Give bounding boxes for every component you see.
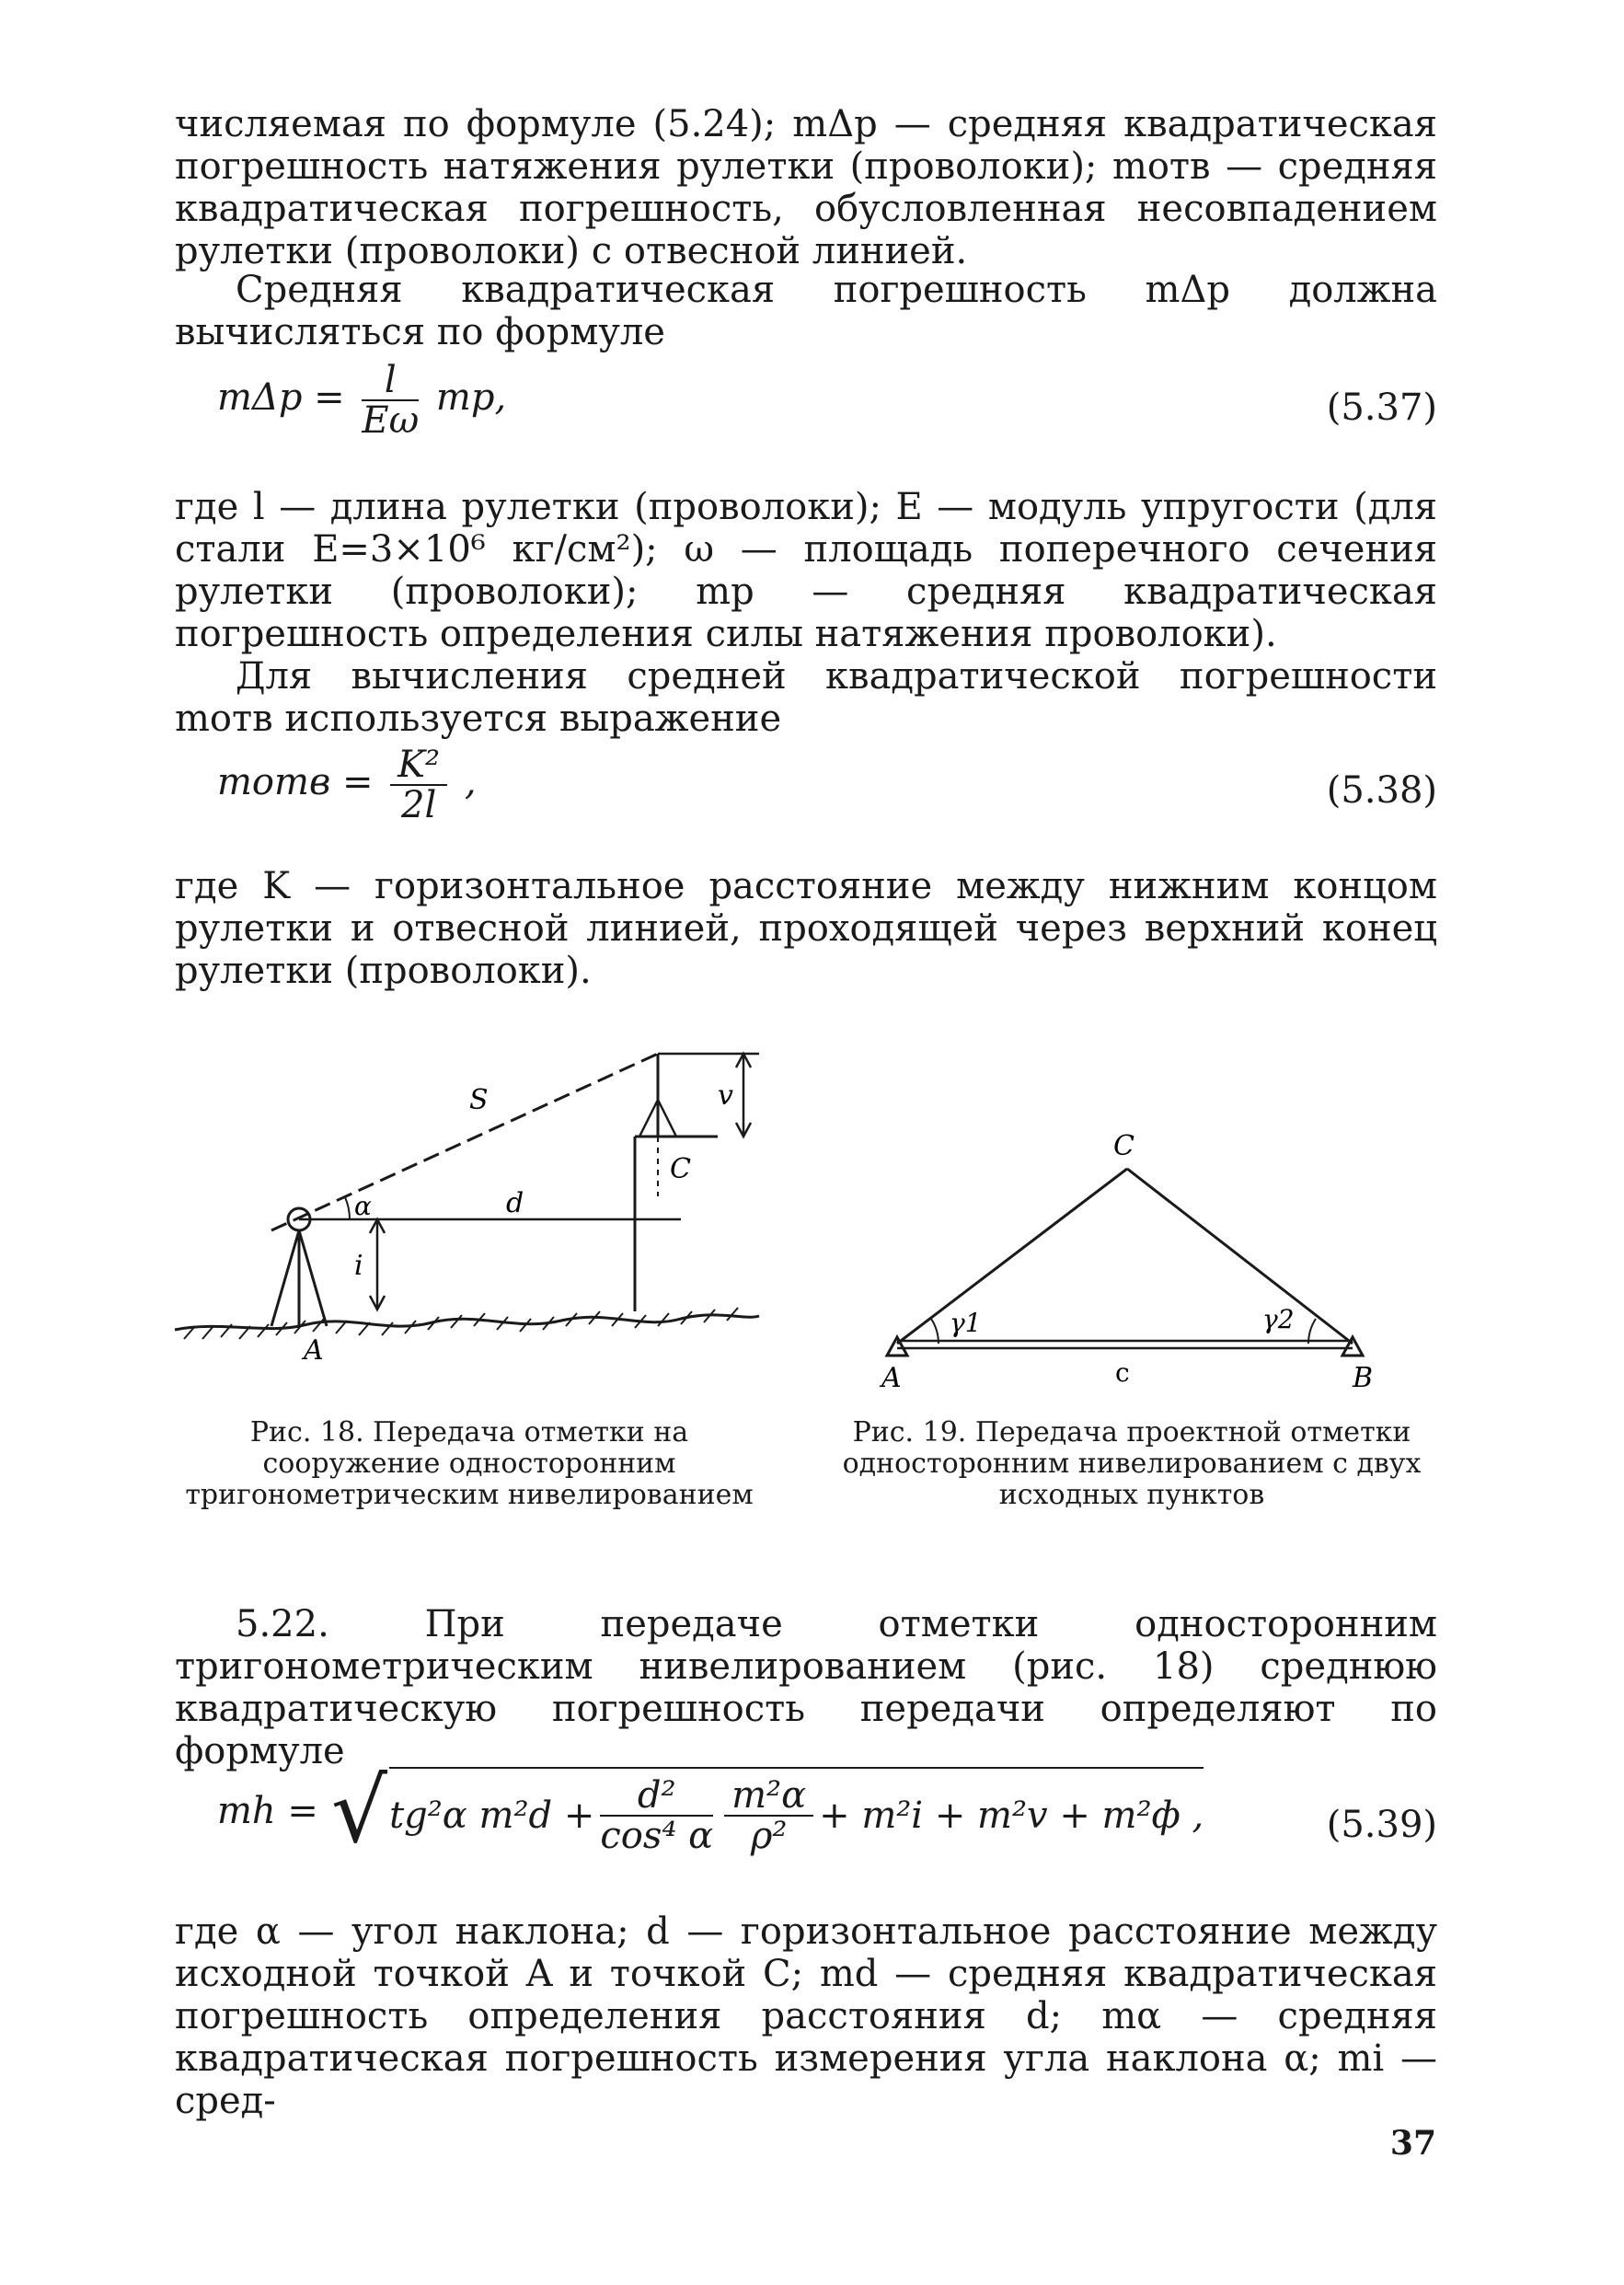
label-c: C: [670, 1153, 691, 1185]
label-b: B: [1353, 1362, 1374, 1394]
eq-lhs: mотв =: [217, 761, 374, 803]
equation-5-39: [217, 1760, 1204, 1863]
tripod-legs: [271, 1230, 327, 1326]
figure-19-caption: Рис. 19. Передача проектной отметки односторонним нивелированием с двух исходных пунктов: [842, 1416, 1422, 1511]
eq-fraction: [390, 745, 447, 825]
triangle-side-ac: [897, 1169, 1127, 1344]
label-alpha: α: [354, 1191, 372, 1221]
eq-numerator-2: m²α: [724, 1776, 813, 1817]
eq-tail: + m²i + m²v + m²ф ,: [819, 1795, 1204, 1837]
equation-number-5-38: (5.38): [1326, 769, 1437, 812]
paragraph-1: числяемая по формуле (5.24); mΔp — средняя квадратическая погрешность натяжения рулетки (проволоки); mотв — средняя квадратическая погрешность, обусловленная несовпадением рулетки (проволоки) с отвесной линией.: [175, 103, 1437, 272]
label-i: i: [354, 1250, 363, 1282]
label-c: C: [1113, 1130, 1134, 1162]
figure-18-diagram: [166, 1017, 764, 1367]
eq-denominator: 2l: [401, 784, 437, 826]
paragraph-6: 5.22. При передаче отметки односторонним тригонометрическим нивелированием (рис. 18) среднюю квадратическую погрешность передачи определяют по формуле: [175, 1603, 1437, 1772]
paragraph-7: где α — угол наклона; d — горизонтальное расстояние между исходной точкой A и точкой C; md — средняя квадратическая погрешность определения расстояния d; mα — средняя квадратическая погрешность измерения угла наклона α; mi — сред-: [175, 1910, 1437, 2122]
equation-number-5-37: (5.37): [1326, 387, 1437, 429]
label-v: v: [718, 1079, 733, 1112]
label-a: A: [881, 1362, 902, 1394]
eq-fraction-2: [724, 1776, 813, 1855]
eq-numerator: l: [362, 361, 419, 401]
paragraph-5: где K — горизонтальное расстояние между нижним концом рулетки и отвесной линией, проходящей через верхний конец рулетки (проволоки).: [175, 865, 1437, 992]
radicand: [389, 1767, 1204, 1855]
ground-line: [175, 1315, 759, 1330]
eq-denominator-2: ρ²: [750, 1815, 788, 1857]
eq-rhs: ,: [464, 761, 477, 803]
eq-fraction-1: [600, 1776, 713, 1855]
equation-5-37: [217, 361, 506, 440]
alpha-arc: [345, 1197, 350, 1219]
figure-18-caption: Рис. 18. Передача отметки на сооружение односторонним тригонометрическим нивелированием: [185, 1416, 754, 1511]
eq-lhs: mh =: [217, 1790, 318, 1832]
page-number: 37: [1389, 2124, 1436, 2163]
eq-lhs: mΔp =: [217, 376, 345, 419]
paragraph-3: где l — длина рулетки (проволоки); E — модуль упругости (для стали E=3×10⁶ кг/см²); ω — площадь поперечного сечения рулетки (проволоки); mp — средняя квадратическая погрешность определения силы натяжения проволоки).: [175, 486, 1437, 655]
eq-numerator-1: d²: [600, 1776, 713, 1817]
label-base-c: c: [1115, 1357, 1130, 1388]
label-a: A: [304, 1334, 324, 1367]
equation-5-38: [217, 745, 477, 825]
paragraph-2: Средняя квадратическая погрешность mΔp должна вычисляться по формуле: [175, 269, 1437, 353]
radical-sign: √: [330, 1760, 388, 1863]
sight-line-s: [271, 1054, 658, 1230]
label-s: S: [469, 1084, 489, 1116]
eq-numerator: K²: [390, 745, 447, 786]
eq-denominator-1: cos⁴ α: [600, 1815, 714, 1857]
eq-rhs: mp,: [435, 376, 507, 419]
eq-fraction: [362, 361, 419, 440]
figure-19-diagram: [865, 1118, 1380, 1394]
eq-term-1: tg²α m²d +: [389, 1795, 595, 1837]
label-gamma2: γ2: [1262, 1304, 1295, 1334]
eq-denominator: Eω: [362, 399, 420, 442]
triangle-side-bc: [1127, 1169, 1353, 1344]
label-d: d: [506, 1187, 524, 1219]
paragraph-4: Для вычисления средней квадратической погрешности mотв используется выражение: [175, 655, 1437, 740]
equation-number-5-39: (5.39): [1326, 1804, 1437, 1846]
label-gamma1: γ1: [950, 1308, 982, 1338]
